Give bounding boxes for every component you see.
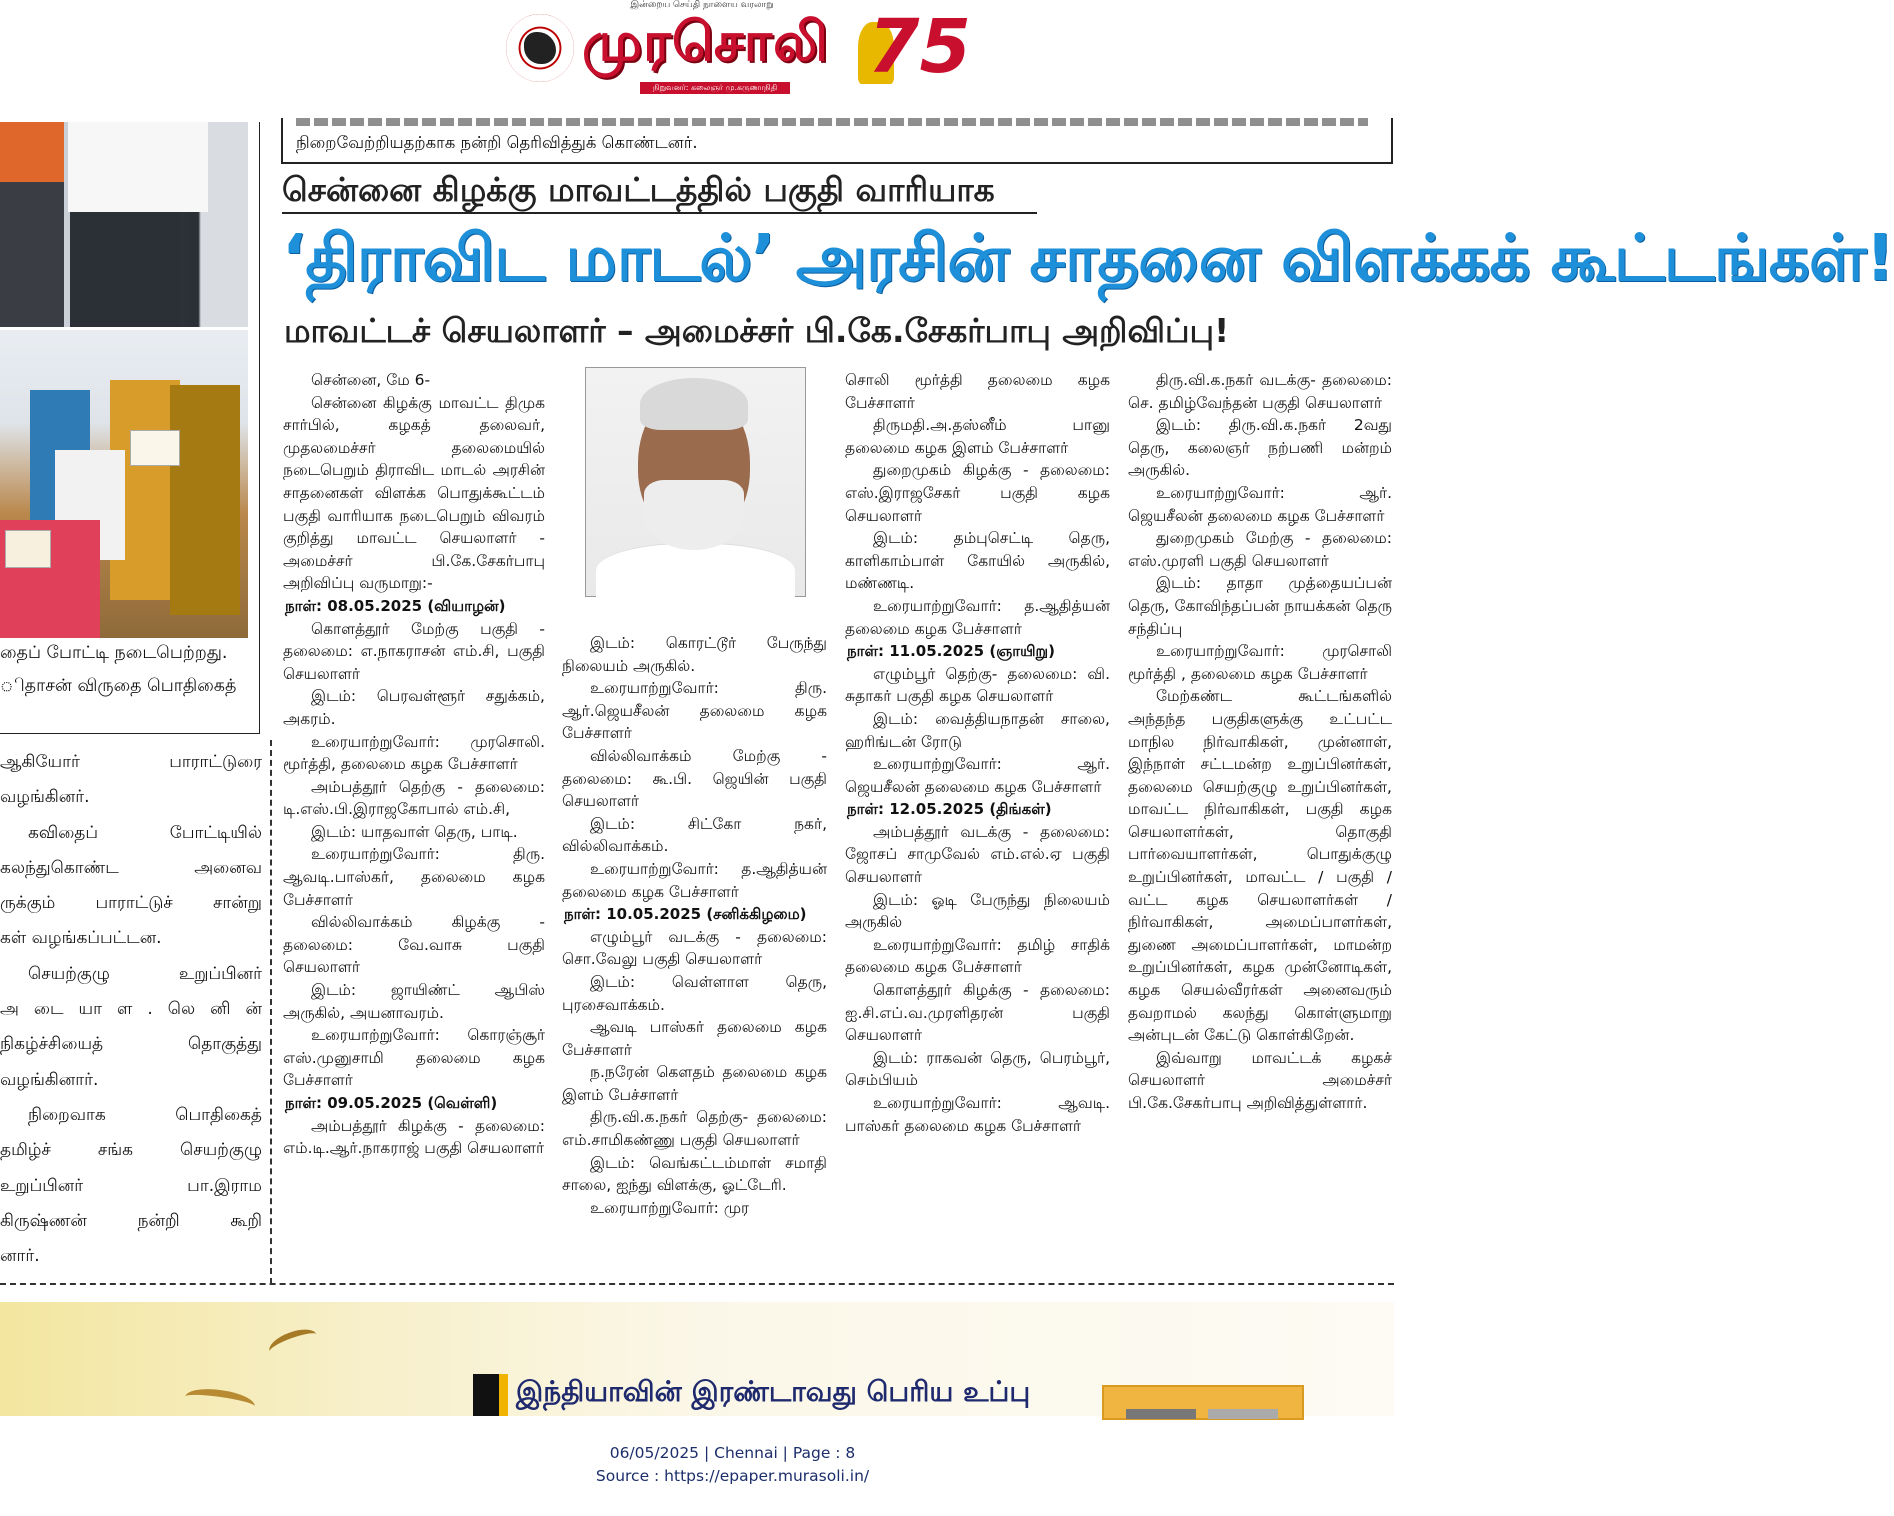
article-paragraph: உரையாற்றுவோர்: ஆர். ஜெயசீலன் தலைமை கழக பேச்சாளர் <box>1128 483 1392 525</box>
article-kicker: சென்னை கிழக்கு மாவட்டத்தில் பகுதி வாரியாக <box>282 170 995 209</box>
minister-portrait <box>585 367 806 597</box>
article-subheadline: மாவட்டச் செயலாளர் – அமைச்சர் பி.கே.சேகர்பாபு அறிவிப்பு! <box>284 311 1230 350</box>
kicker-underline <box>282 212 1037 214</box>
left-text-line: நிறைவாக பொதிகைத் <box>28 1104 262 1125</box>
article-column-4 <box>1128 369 1392 1115</box>
left-text-line: அ டை யா ள . லெ னி ன் <box>0 999 262 1020</box>
left-text-line: ருக்கும் பாராட்டுச் சான்று <box>0 893 262 914</box>
article-paragraph: இடம்: ஓடி பேருந்து நிலையம் அருகில் <box>845 890 1110 932</box>
left-article-continuation <box>0 745 262 1274</box>
left-text-line: னார். <box>0 1246 40 1267</box>
meeting-date: நாள்: 08.05.2025 (வியாழன்) <box>285 596 506 615</box>
article-paragraph: இடம்: ராகவன் தெரு, பெரம்பூர், செம்பியம் <box>845 1048 1110 1090</box>
article-paragraph: உரையாற்றுவோர்: த.ஆதித்யன் தலைமை கழக பேச்சாளர் <box>562 859 827 901</box>
article-paragraph: அம்பத்தூர் வடக்கு - தலைமை: ஜோசப் சாமுவேல் எம்.எல்.ஏ பகுதி செயலாளர் <box>845 822 1110 887</box>
article-paragraph: உரையாற்றுவோர்: கொரஞ்சூர் எஸ்.முனுசாமி தலைமை கழக பேச்சாளர் <box>283 1026 545 1090</box>
left-text-line: ஆகியோர் பாராட்டுரை <box>0 752 262 772</box>
article-paragraph: இடம்: திரு.வி.க.நகர் 2வது தெரு, கலைஞர் நற்பணி மன்றம் அருகில். <box>1128 416 1392 480</box>
article-paragraph: இடம்: வெங்கட்டம்மாள் சமாதி சாலை, ஐந்து விளக்கு, ஓட்டேரி. <box>562 1153 827 1195</box>
section-divider <box>0 733 260 734</box>
meeting-date: நாள்: 09.05.2025 (வெள்ளி) <box>285 1094 498 1112</box>
article-paragraph: சென்னை கிழக்கு மாவட்ட திமுக சார்பில், கழகத் தலைவர், முதலமைச்சர் தலைமையில் நடைபெறும் திராவிட மாடல் அரசின் சாதனைகள் விளக்க பொதுக்கூட்டம் பகுதி வாரியாக நடைபெறும் விவரம் குறித்து மாவட்ட செயலாளர் - அமைச்சர் பி.கே.சேகர்பாபு அறிவிப்பு வருமாறு:- <box>283 393 545 593</box>
photo-caption-line-1: தைப் போட்டி நடைபெற்றது. <box>0 643 228 663</box>
bird-icon <box>184 1385 257 1418</box>
article-paragraph: உரையாற்றுவோர்: தமிழ் சாதிக் தலைமை கழக பேச்சாளர் <box>845 935 1110 977</box>
article-column-3 <box>845 369 1110 1137</box>
logo-founder-strip: நிறுவனர்: கலைஞர் மு.கருணாநிதி <box>640 82 790 94</box>
dashed-section-divider <box>0 1283 1394 1285</box>
ad-headline: இந்தியாவின் இரண்டாவது பெரிய உப்பு <box>516 1375 1031 1408</box>
article-paragraph: உரையாற்றுவோர்: ஆவடி. பாஸ்கர் தலைமை கழக பேச்சாளர் <box>845 1094 1110 1135</box>
meeting-date: நாள்: 12.05.2025 (திங்கள்) <box>847 800 1052 819</box>
article-paragraph: உரையாற்றுவோர்: திரு. ஆர்.ஜெயசீலன் தலைமை கழக பேச்சாளர் <box>562 679 827 743</box>
ad-accent-bar <box>473 1374 508 1416</box>
article-paragraph: உரையாற்றுவோர்: முர <box>590 1198 750 1217</box>
left-text-line: கள் வழங்கப்பட்டன. <box>0 928 162 949</box>
dashed-column-divider <box>270 740 272 1284</box>
left-text-line: வழங்கினார். <box>0 1069 99 1090</box>
article-paragraph: சொலி மூர்த்தி தலைமை கழக பேச்சாளர் <box>845 371 1110 412</box>
article-paragraph: இடம்: தம்புசெட்டி தெரு, காளிகாம்பாள் கோயில் அருகில், மண்ணடி. <box>845 529 1110 593</box>
left-text-line: கலந்துகொண்ட அனைவ <box>0 857 262 878</box>
article-column-1 <box>283 369 545 1160</box>
article-paragraph: துறைமுகம் மேற்கு - தலைமை: எஸ்.முரளி பகுதி செயலாளர் <box>1128 529 1392 570</box>
article-paragraph: ந.நரேன் கௌதம் தலைமை கழக இளம் பேச்சாளர் <box>562 1063 827 1104</box>
article-column-2 <box>562 632 827 1219</box>
article-paragraph: வில்லிவாக்கம் கிழக்கு - தலைமை: வே.வாசு பகுதி செயலாளர் <box>283 913 545 977</box>
article-paragraph: திரு.வி.க.நகர் தெற்கு- தலைமை: எம்.சாமிகண்ணு பகுதி செயலாளர் <box>562 1108 827 1150</box>
left-text-line: கிருஷ்ணன் நன்றி கூறி <box>0 1210 262 1231</box>
meeting-date: நாள்: 10.05.2025 (சனிக்கிழமை) <box>564 905 807 924</box>
article-paragraph: கொளத்தூர் மேற்கு பகுதி - தலைமை: எ.நாகராசன் எம்.சி, பகுதி செயலாளர் <box>283 619 545 683</box>
article-paragraph: இடம்: கொரட்டூர் பேருந்து நிலையம் அருகில். <box>562 634 827 675</box>
left-text-line: செயற்குழு உறுப்பினர் <box>28 963 262 984</box>
article-paragraph: ஆவடி பாஸ்கர் தலைமை கழக பேச்சாளர் <box>562 1018 827 1059</box>
article-paragraph: எழும்பூர் வடக்கு - தலைமை: சொ.வேலு பகுதி செயலாளர் <box>562 927 827 969</box>
article-paragraph: மேற்கண்ட கூட்டங்களில் அந்தந்த பகுதிகளுக்கு உட்பட்ட மாநில நிர்வாகிகள், முன்னாள், இந்நாள் சட்டமன்ற உறுப்பினர்கள், தலைமை செயற்குழு உறுப்பினர்கள், மாவட்ட நிர்வாகிகள், பகுதி கழக செயலாளர்கள், தொகுதி பார்வையாளர்கள், பொதுக்குழு உறுப்பினர்கள், மாவட்ட / பகுதி / வட்ட கழக செயலாளர்கள் / நிர்வாகிகள், அமைப்பாளர்கள், துணை அமைப்பாளர்கள், மாமன்ற உறுப்பினர்கள், கழக முன்னோடிகள், கழக செயல்வீரர்கள் அனைவரும் தவறாமல் கலந்து கொள்ளுமாறு அன்புடன் கேட்டு கொள்கிறேன். <box>1128 687 1392 1045</box>
footer-edition-info: 06/05/2025 | Chennai | Page : 8 <box>609 1444 856 1462</box>
article-paragraph: உரையாற்றுவோர்: ஆர். ஜெயசீலன் தலைமை கழக பேச்சாளர் <box>845 755 1110 796</box>
article-paragraph: இடம்: பெரவள்ளூர் சதுக்கம், அகரம். <box>283 687 545 728</box>
article-paragraph: உரையாற்றுவோர்: திரு. ஆவடி.பாஸ்கர், தலைமை கழக பேச்சாளர் <box>283 845 545 909</box>
article-headline[interactable]: ‘திராவிட மாடல்’ அரசின் சாதனை விளக்கக் கூட்டங்கள்! <box>282 222 1894 296</box>
article-paragraph: உரையாற்றுவோர்: த.ஆதித்யன் தலைமை கழக பேச்சாளர் <box>845 596 1110 638</box>
article-paragraph: உரையாற்றுவோர்: முரசொலி. மூர்த்தி, தலைமை கழக பேச்சாளர் <box>283 732 545 774</box>
left-text-line: தமிழ்ச் சங்க செயற்குழு <box>0 1140 262 1161</box>
event-photo-top <box>0 122 248 327</box>
article-paragraph: அம்பத்தூர் தெற்கு - தலைமை: டி.எஸ்.பி.இராஜகோபால் எம்.சி, <box>283 777 545 819</box>
ad-product-box <box>1102 1385 1304 1420</box>
article-paragraph: இடம்: வைத்தியநாதன் சாலை, ஹரிங்டன் ரோடு <box>845 709 1110 751</box>
article-paragraph: துறைமுகம் கிழக்கு - தலைமை: எஸ்.இராஜசேகர் பகுதி கழக செயலாளர் <box>845 461 1110 525</box>
article-paragraph: இடம்: யாதவாள் தெரு, பாடி. <box>311 822 518 841</box>
bird-icon <box>266 1324 321 1362</box>
masthead-tagline: இன்றைய செய்தி நாளைய வரலாறு <box>630 0 774 10</box>
left-text-line: கவிதைப் போட்டியில் <box>28 822 262 843</box>
article-paragraph: இவ்வாறு மாவட்டக் கழகச் செயலாளர் அமைச்சர் பி.கே.சேகர்பாபு அறிவித்துள்ளார். <box>1128 1048 1392 1112</box>
meeting-date: நாள்: 11.05.2025 (ஞாயிறு) <box>847 642 1055 661</box>
event-photo-bottom <box>0 330 248 638</box>
newspaper-logo[interactable]: முரசொலி <box>582 10 829 73</box>
article-paragraph: கொளத்தூர் கிழக்கு - தலைமை: ஐ.சி.எப்.வ.முரளிதரன் பகுதி செயலாளர் <box>845 981 1110 1045</box>
article-paragraph: இடம்: தாதா முத்தையப்பன் தெரு, கோவிந்தப்பன் நாயக்கன் தெரு சந்திப்பு <box>1128 574 1392 638</box>
article-paragraph: இடம்: ஜாயிண்ட் ஆபிஸ் அருகில், அயனாவரம். <box>283 981 545 1022</box>
article-paragraph: உரையாற்றுவோர்: முரசொலி மூர்த்தி , தலைமை கழக பேச்சாளர் <box>1128 642 1392 683</box>
previous-article-last-line: நிறைவேற்றியதற்காக நன்றி தெரிவித்துக் கொண்டனர். <box>296 133 698 152</box>
page-footer <box>0 1442 1465 1488</box>
photo-caption-line-2: ிதாசன் விருதை பொதிகைத் <box>0 676 237 696</box>
left-text-line: உறுப்பினர் பா.இராம <box>0 1175 262 1196</box>
article-paragraph: அம்பத்தூர் கிழக்கு - தலைமை: எம்.டி.ஆர்.நாகராஜ் பகுதி செயலாளர் <box>283 1116 545 1158</box>
left-text-line: வழங்கினர். <box>0 787 90 808</box>
article-paragraph: திருமதி.அ.தஸ்னீம் பானு தலைமை கழக இளம் பேச்சாளர் <box>845 416 1110 457</box>
article-paragraph: இடம்: வெள்ளாள தெரு, புரசைவாக்கம். <box>562 972 827 1014</box>
article-paragraph: இடம்: சிட்கோ நகர், வில்லிவாக்கம். <box>562 814 827 856</box>
article-paragraph: திரு.வி.க.நகர் வடக்கு- தலைமை: செ. தமிழ்வேந்தன் பகுதி செயலாளர் <box>1128 371 1392 412</box>
footer-source-link[interactable]: Source : https://epaper.murasoli.in/ <box>595 1467 870 1485</box>
article-paragraph: எழும்பூர் தெற்கு- தலைமை: வி. சுதாகர் பகுதி கழக செயலாளர் <box>845 664 1110 706</box>
cropped-text-line <box>296 118 1368 126</box>
article-paragraph: வில்லிவாக்கம் மேற்கு - தலைமை: கூ.பி. ஜெயின் பகுதி செயலாளர் <box>562 746 827 811</box>
column-divider <box>259 122 260 734</box>
left-text-line: நிகழ்ச்சியைத் தொகுத்து <box>0 1034 262 1055</box>
anniversary-badge: 75 <box>868 4 971 90</box>
dateline: சென்னை, மே 6- <box>311 371 431 389</box>
